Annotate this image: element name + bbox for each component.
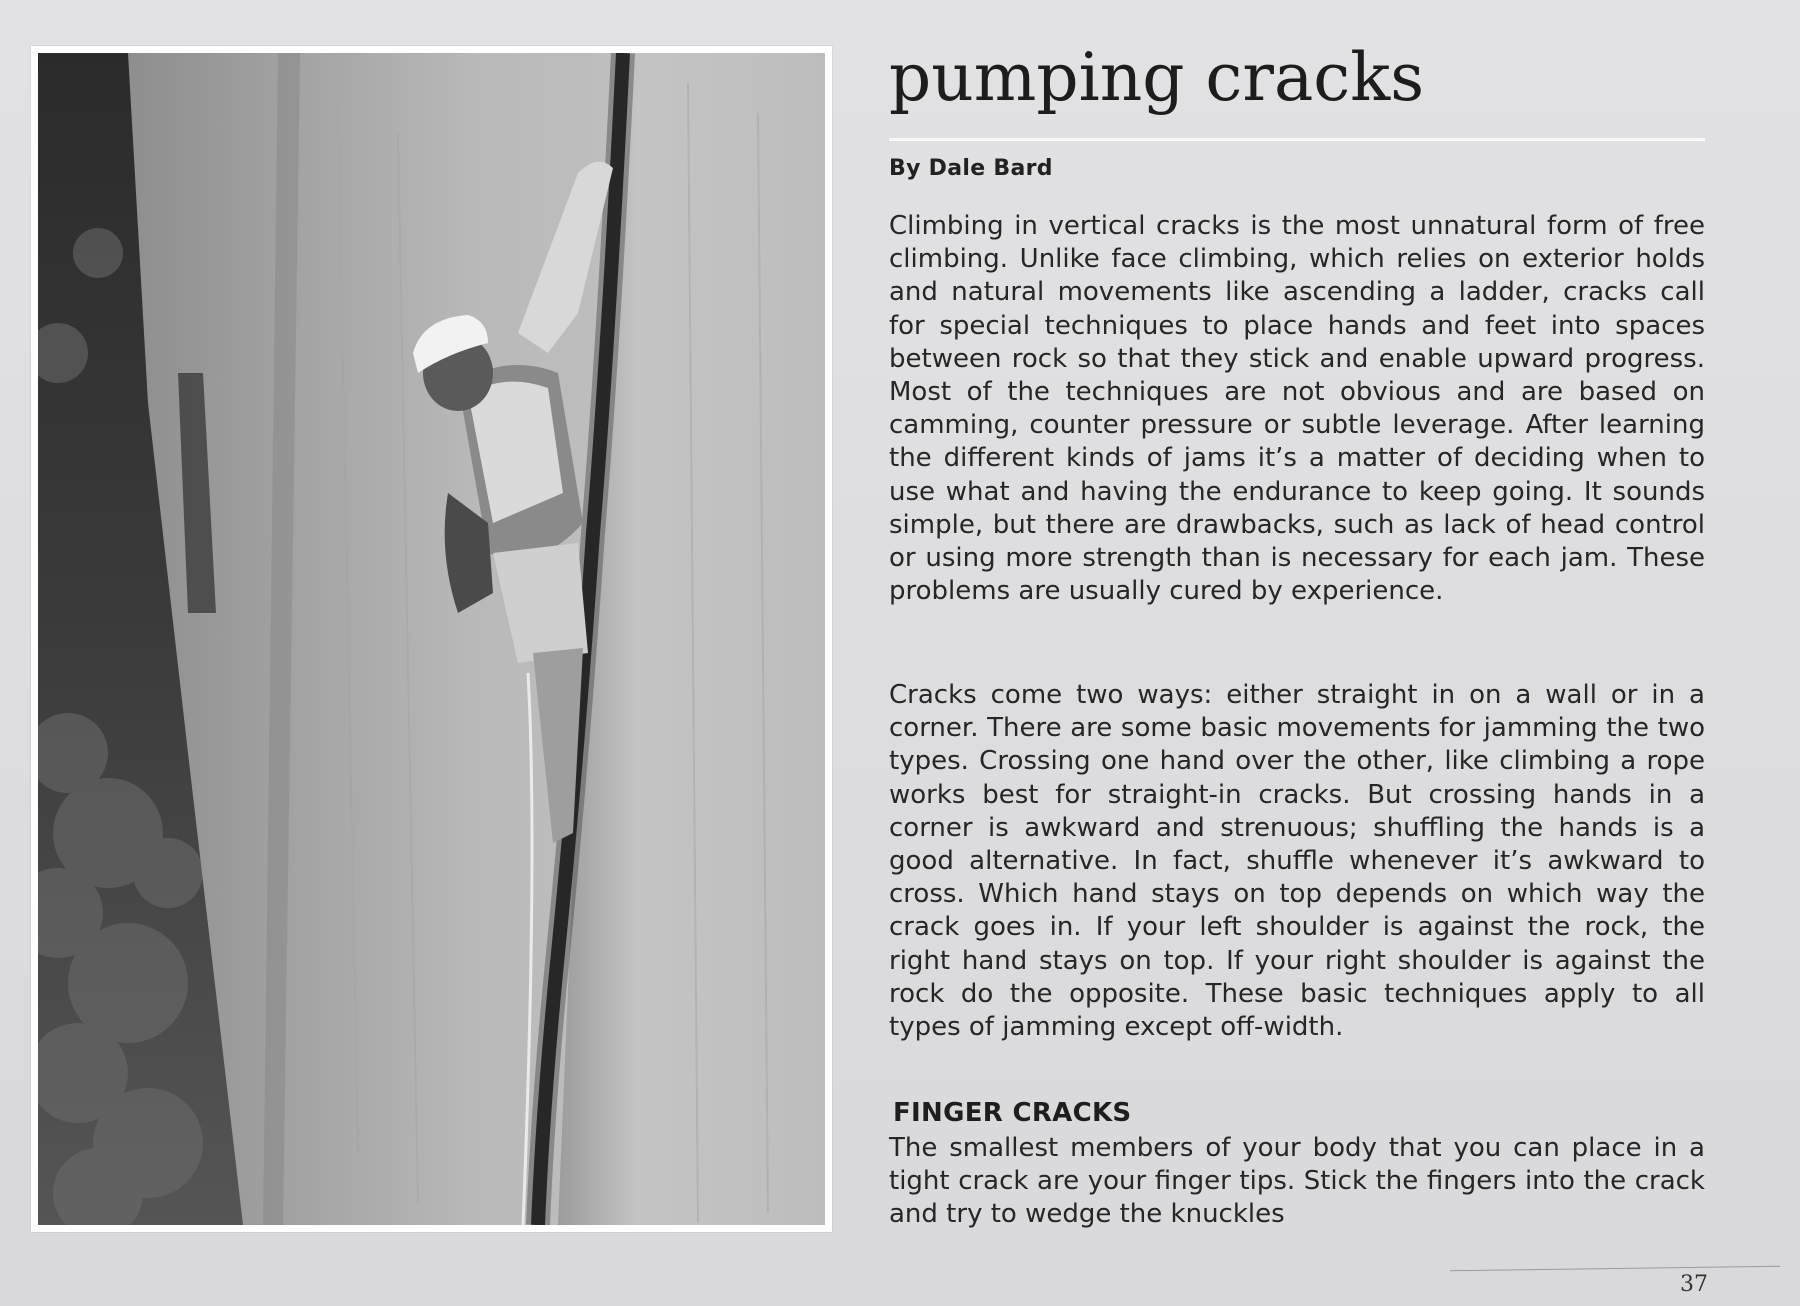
section-paragraph: The smallest members of your body that you can place in a tight crack are your finger tips. Stick the fingers into the crack and try to wedge the knuckles — [889, 1133, 1705, 1230]
climber-photo — [38, 53, 825, 1225]
byline: By Dale Bard — [889, 156, 1053, 181]
footer-rule — [1450, 1266, 1780, 1272]
photo-frame — [31, 46, 832, 1232]
page-number: 37 — [1680, 1272, 1708, 1297]
section-heading: FINGER CRACKS — [893, 1098, 1132, 1128]
body-paragraph-2: Cracks come two ways: either straight in on a wall or in a corner. There are some basic movements for jamming the two types. Crossing one hand over the other, like climbing a rope works best for straight-in cracks. But crossing hands in a corner is awkward and strenuous; shuffling the hands is a good alternative. In fact, shuffle whenever it’s awkward to cross. Which hand stays on top depends on which way the crack goes in. If your left shoulder is against the rock, the right hand stays on top. If your right shoulder is against the rock do the opposite. These basic techniques apply to all types of jamming except off-width. — [889, 680, 1705, 1043]
title-rule — [889, 138, 1705, 141]
article-title: pumping cracks — [889, 39, 1425, 116]
body-paragraph-1: Climbing in vertical cracks is the most unnatural form of free climbing. Unlike face climbing, which relies on exterior holds and natural movements like ascending a ladder, cracks call for special techniques to place hands and feet into spaces between rock so that they stick and enable upward progress. Most of the techniques are not obvious and are based on camming, counter pressure or subtle leverage. After learning the different kinds of jams it’s a matter of deciding when to use what and having the endurance to keep going. It sounds simple, but there are drawbacks, such as lack of head control or using more strength than is necessary for each jam. These problems are usually cured by experience. — [889, 211, 1705, 607]
